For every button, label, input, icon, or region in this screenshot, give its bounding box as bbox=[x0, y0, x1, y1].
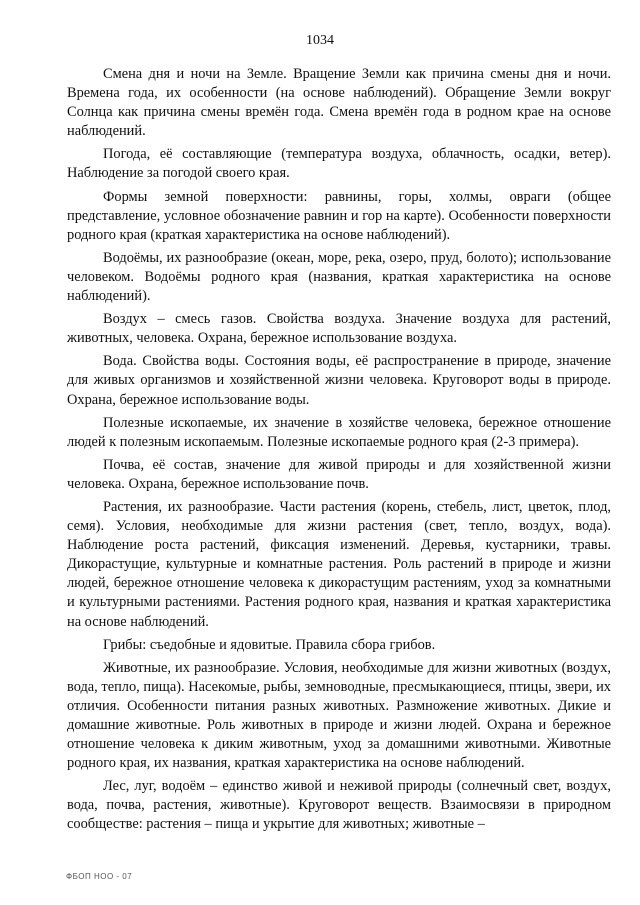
paragraph-ecosystems: Лес, луг, водоём – единство живой и неживой природы (солнечный свет, воздух, вода, почва, растения, животные). Круговорот веществ. Взаимосвязи в природном сообществе: растения – пища и укрытие для животных; животные – bbox=[67, 778, 611, 833]
footer-code: ФБОП НОО - 07 bbox=[66, 872, 133, 881]
paragraph-landforms: Формы земной поверхности: равнины, горы, холмы, овраги (общее представление, условное обозначение равнин и гор на карте). Особенности поверхности родного края (краткая характеристика на основе наблюдений). bbox=[67, 188, 611, 243]
paragraph-air: Воздух – смесь газов. Свойства воздуха. Значение воздуха для растений, животных, человека. Охрана, бережное использование воздуха. bbox=[67, 311, 611, 347]
paragraph-minerals: Полезные ископаемые, их значение в хозяйстве человека, бережное отношение людей к полезным ископаемым. Полезные ископаемые родного края (2-3 примера). bbox=[67, 414, 611, 450]
paragraph-mushrooms: Грибы: съедобные и ядовитые. Правила сбора грибов. bbox=[103, 636, 436, 653]
paragraph-water: Вода. Свойства воды. Состояния воды, её распространение в природе, значение для живых организмов и хозяйственной жизни человека. Круговорот воды в природе. Охрана, бережное использование воды. bbox=[67, 353, 611, 408]
paragraph-plants: Растения, их разнообразие. Части растения (корень, стебель, лист, цветок, плод, семя). Условия, необходимые для жизни растения (свет, тепло, воздух, вода). Наблюдение роста растений, фиксация изменений. Деревья, кустарники, травы. Дикорастущие, культурные и комнатные растения. Роль растений в природе и жизни людей, бережное отношение человека к дикорастущим растениям, уход за комнатными и культурными растениями. Растения родного края, названия и краткая характеристика на основе наблюдений. bbox=[67, 498, 611, 630]
document-body bbox=[67, 65, 611, 839]
page-number: 1034 bbox=[306, 33, 334, 48]
paragraph-weather: Погода, её составляющие (температура воздуха, облачность, осадки, ветер). Наблюдение за погодой своего края. bbox=[67, 146, 611, 182]
paragraph-soil: Почва, её состав, значение для живой природы и для хозяйственной жизни человека. Охрана, бережное использование почв. bbox=[67, 456, 611, 492]
paragraph-day-night: Смена дня и ночи на Земле. Вращение Земли как причина смены дня и ночи. Времена года, их особенности (на основе наблюдений). Обращение Земли вокруг Солнца как причина смены времён года. Смена времён года в родном крае на основе наблюдений. bbox=[67, 66, 611, 140]
paragraph-animals: Животные, их разнообразие. Условия, необходимые для жизни животных (воздух, вода, тепло, пища). Насекомые, рыбы, земноводные, пресмыкающиеся, птицы, звери, их отличия. Особенности питания разных животных. Размножение животных. Дикие и домашние животные. Роль животных в природе и жизни людей. Охрана и бережное отношение человека к диким животным, уход за домашними животными. Животные родного края, их названия, краткая характеристика на основе наблюдений. bbox=[67, 659, 611, 772]
paragraph-water-bodies: Водоёмы, их разнообразие (океан, море, река, озеро, пруд, болото); использование человеком. Водоёмы родного края (названия, краткая характеристика на основе наблюдений). bbox=[67, 249, 611, 305]
